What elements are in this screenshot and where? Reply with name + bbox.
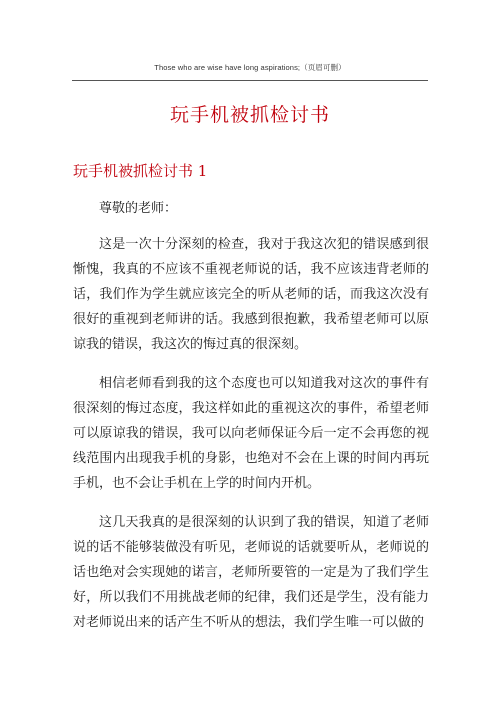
section-heading: 玩手机被抓检讨书 1	[73, 162, 208, 180]
salutation: 尊敬的老师：	[99, 201, 178, 216]
paragraph-2: 相信老师看到我的这个态度也可以知道我对这次的事件有很深刻的悔过态度，我这样如此的重视这次的事件，希望老师可以原谅我的错误，我可以向老师保证今后一定不会再您的视线范围内出现我手机的身影，也绝对不会在上课的时间内再玩手机，也不会让手机在上学的时间内开机。	[73, 376, 429, 491]
page-header-note: Those who are wise have long aspirations;（页眉可删）	[154, 63, 346, 72]
paragraph-3: 这几天我真的是很深刻的认识到了我的错误，知道了老师说的话不能够装做没有听见，老师说的话就要听从，老师说的话也绝对会实现她的诺言，老师所要管的一定是为了我们学生好，所以我们不用挑战老师的纪律，我们还是学生，没有能力对老师说出来的话产生不听从的想法，我们学生唯一可以做的	[73, 515, 429, 630]
paragraph-1: 这是一次十分深刻的检查，我对于我这次犯的错误感到很惭愧，我真的不应该不重视老师说的话，我不应该违背老师的话，我们作为学生就应该完全的听从老师的话，而我这次没有很好的重视到老师讲的话。我感到很抱歉，我希望老师可以原谅我的错误，我这次的悔过真的很深刻。	[73, 237, 429, 352]
header-divider	[72, 80, 428, 81]
document-title: 玩手机被抓检讨书	[169, 104, 330, 126]
